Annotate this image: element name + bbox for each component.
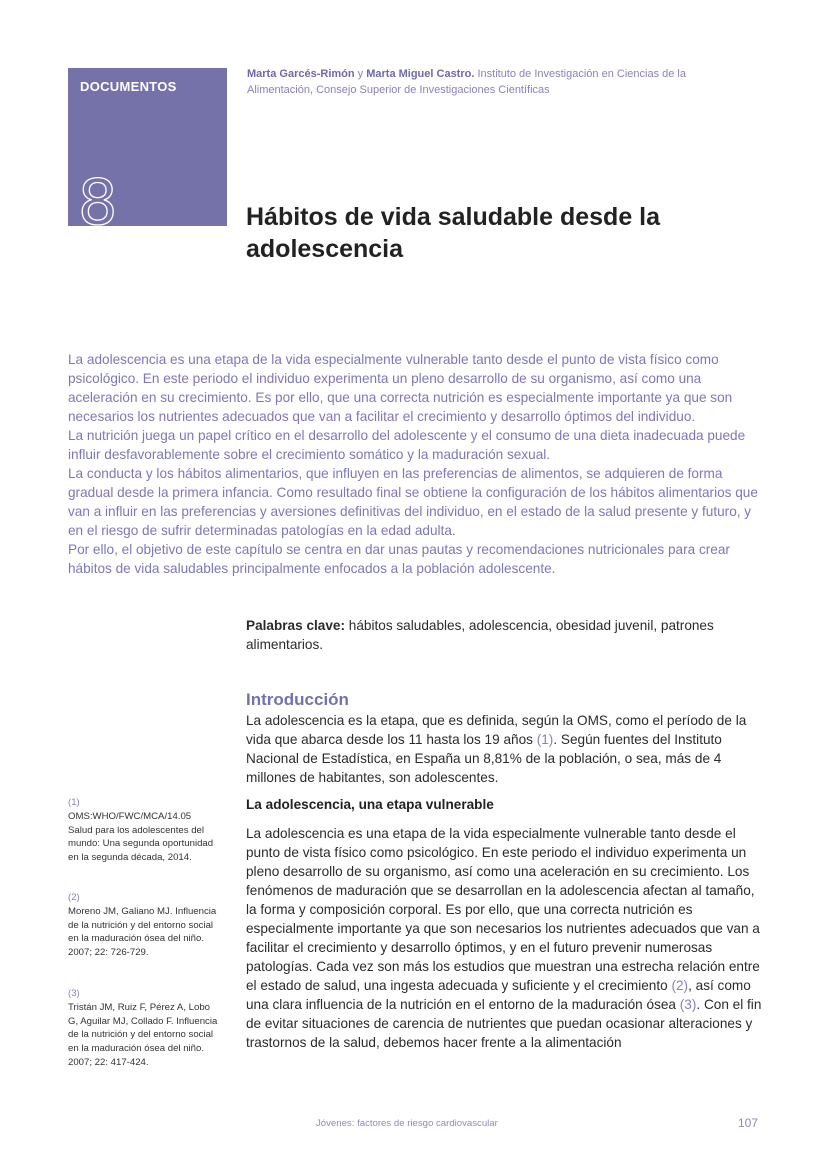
chapter-box [68, 68, 227, 226]
intro-paragraph [246, 711, 766, 787]
page-title: Hábitos de vida saludable desde la adolescencia [246, 203, 661, 263]
section-text-b: , así como una clara influencia de la nutrición en el entorno de la maduración ósea [246, 978, 751, 1012]
sidenote-number: (2) [68, 892, 80, 903]
section-paragraph [246, 824, 766, 1052]
intro-text-b: . Según fuentes del Instituto Nacional de Estadística, en España un 8,81% de la población, o sea, más de 4 millones de habitantes, son adolescentes. [246, 732, 722, 785]
authors-line [247, 67, 747, 98]
keywords [246, 616, 766, 654]
sidenote-text: Moreno JM, Galiano MJ. Influencia de la nutrición y del entorno social en la maduración ósea del niño. 2007; 22: 726-729. [68, 905, 217, 959]
intro-text-a: La adolescencia es la etapa, que es definida, según la OMS, como el período de la vida que abarca desde los 11 hasta los 19 años [246, 713, 747, 747]
page-number: 107 [738, 1116, 759, 1130]
abstract-paragraph: La adolescencia es una etapa de la vida especialmente vulnerable tanto desde el punto de vista físico como psicológico. En este periodo el individuo experimenta un pleno desarrollo de su organismo, así como una aceleración en su crecimiento. Es por ello, que una correcta nutrición es especialmente importante ya que son necesarios los nutrientes adecuados que van a facilitar el crecimiento y desarrollo óptimos del individuo. [68, 352, 733, 424]
author-separator: y [354, 68, 367, 80]
section-text-a: La adolescencia es una etapa de la vida especialmente vulnerable tanto desde el punto de vista físico como psicológico. En este periodo el individuo experimenta un pleno desarrollo de su organismo, así como una aceleración en su crecimiento. Los fenómenos de maduración que se desarrollan en la adolescencia afectan al tamaño, la forma y composición corporal. Es por ello, que una correcta nutrición es especialmente importante ya que son necesarios los nutrientes adecuados que van a facilitar el crecimiento y desarrollo óptimos, y en el futuro prevenir numerosas patologías. Cada vez son más los estudios que muestran una estrecha relación entre el estado de salud, una ingesta adecuada y suficiente y el crecimiento [246, 826, 760, 993]
affiliation: Instituto de Investigación en Ciencias de la Alimentación, Consejo Superior de Investigaciones Científicas [247, 68, 686, 96]
chapter-number: 8 [78, 166, 118, 226]
sidenote-text: Tristán JM, Ruiz F, Pérez A, Lobo G, Aguilar MJ, Collado F. Influencia de la nutrición y del entorno social en la maduración ósea del niño. 2007; 22: 417-424. [68, 1001, 218, 1068]
keywords-text: hábitos saludables, adolescencia, obesidad juvenil, patrones alimentarios. [246, 618, 714, 652]
running-title: Jóvenes: factores de riesgo cardiovascular [316, 1118, 498, 1129]
keywords-label: Palabras clave: [246, 618, 345, 633]
abstract [68, 350, 768, 578]
abstract-paragraph: La nutrición juega un papel crítico en el desarrollo del adolescente y el consumo de una dieta inadecuada puede influir desfavorablemente sobre el crecimiento somático y la maduración sexual. [68, 428, 746, 462]
sidenote-2 [68, 891, 218, 960]
abstract-paragraph: La conducta y los hábitos alimentarios, que influyen en las preferencias de alimentos, se adquieren de forma gradual desde la primera infancia. Como resultado final se obtiene la configuración de los hábitos alimentarios que van a influir en las preferencias y aversiones definitivas del individuo, en el estado de la salud presente y futuro, y en el riesgo de sufrir determinadas patologías en la edad adulta. [68, 466, 758, 538]
sidenote-1 [68, 796, 218, 865]
section-text-c: . Con el fin de evitar situaciones de carencia de nutrientes que puedan ocasionar alteraciones y trastornos de la salud, debemos hacer frente a la alimentación [246, 997, 762, 1050]
sidenote-3 [68, 987, 218, 1070]
author-2: Marta Miguel Castro. [366, 68, 475, 80]
intro-heading: Introducción [246, 690, 349, 709]
section-label: DOCUMENTOS [80, 79, 177, 94]
reference-link-1[interactable]: (1) [536, 732, 554, 747]
reference-link-2[interactable]: (2) [671, 978, 689, 993]
sidenote-number: (3) [68, 988, 80, 999]
reference-link-3[interactable]: (3) [679, 997, 697, 1012]
sidenote-text: OMS:WHO/FWC/MCA/14.05 Salud para los adolescentes del mundo: Una segunda oportunidad en la segunda década, 2014. [68, 810, 214, 864]
abstract-paragraph: Por ello, el objetivo de este capítulo se centra en dar unas pautas y recomendaciones nutricionales para crear hábitos de vida saludables principalmente enfocados a la población adolescente. [68, 542, 730, 576]
section-heading: La adolescencia, una etapa vulnerable [246, 797, 494, 812]
author-1: Marta Garcés-Rimón [247, 68, 355, 80]
sidenote-number: (1) [68, 797, 80, 808]
